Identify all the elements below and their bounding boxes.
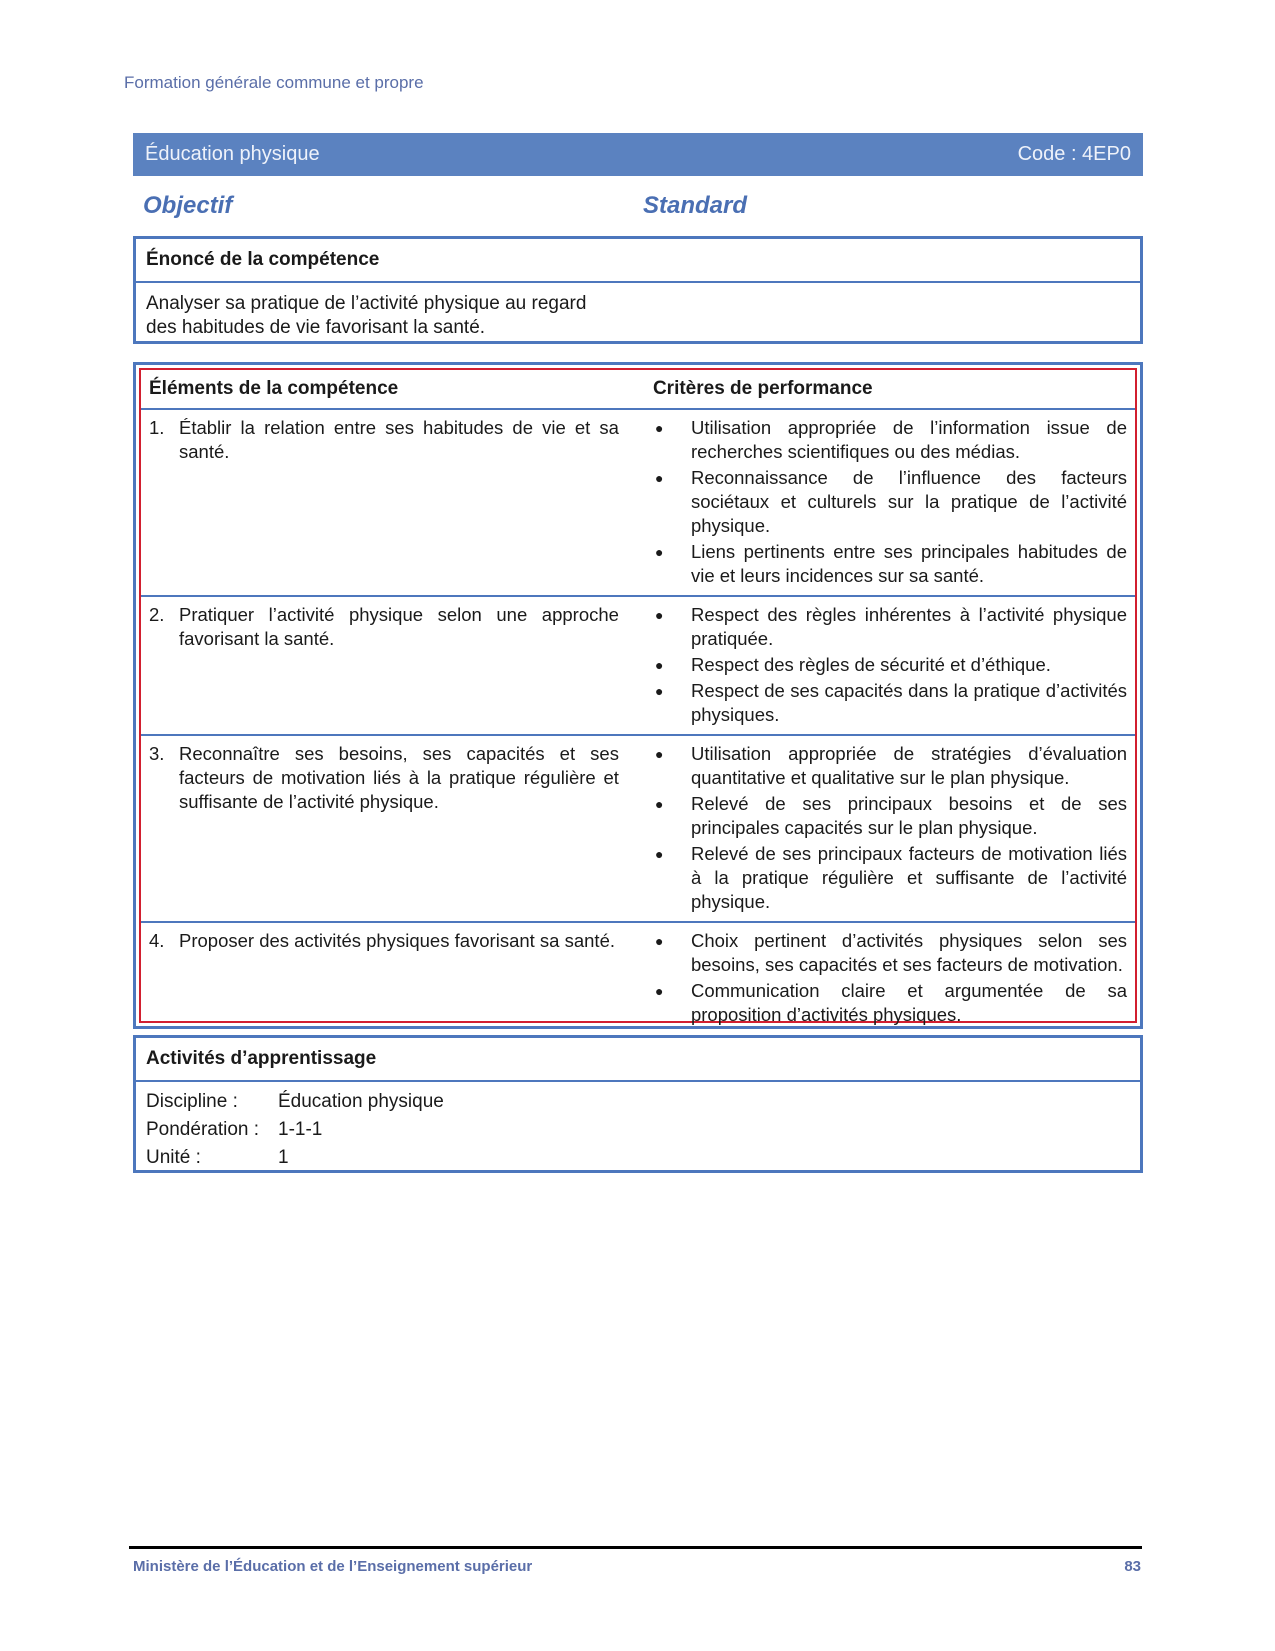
- criteria-item: [653, 679, 1127, 727]
- criteria-text: Reconnaissance de l’influence des facteurs sociétaux et culturels sur la pratique de l’activité physique.: [690, 467, 1127, 536]
- element-item: [149, 416, 637, 464]
- ponderation-label: Pondération :: [146, 1119, 260, 1140]
- competence-table-box: [133, 362, 1143, 1029]
- bullet-icon: ●: [654, 846, 664, 862]
- unite-label: Unité :: [146, 1147, 201, 1168]
- activites-title: Activités d’apprentissage: [136, 1038, 1140, 1082]
- course-title-bar: [133, 133, 1143, 176]
- bullet-icon: ●: [654, 544, 664, 560]
- bullet-icon: ●: [654, 607, 664, 623]
- criteria-text: Respect des règles de sécurité et d’éthique.: [690, 654, 1051, 675]
- element-number: 4.: [149, 930, 165, 951]
- criteria-list: [653, 416, 1127, 588]
- element-text: Reconnaître ses besoins, ses capacités et ses facteurs de motivation liés à la pratique régulière et suffisante de l’activité physique.: [179, 743, 619, 812]
- unite-value: 1: [278, 1147, 289, 1168]
- competence-row: [141, 409, 1135, 596]
- criteria-list: [653, 603, 1127, 727]
- criteria-item: [653, 979, 1127, 1027]
- enonce-box: [133, 236, 1143, 344]
- element-item: [149, 603, 637, 651]
- footer-ministry: Ministère de l’Éducation et de l’Enseignement supérieur: [133, 1558, 533, 1575]
- competence-table-frame: [139, 368, 1137, 1023]
- bullet-icon: ●: [654, 796, 664, 812]
- criteria-item: [653, 742, 1127, 790]
- bullet-icon: ●: [654, 983, 664, 999]
- criteria-item: [653, 929, 1127, 977]
- bullet-icon: ●: [654, 746, 664, 762]
- activites-body: [136, 1082, 1140, 1180]
- element-number: 3.: [149, 743, 165, 764]
- element-item: [149, 929, 637, 953]
- criteria-text: Respect de ses capacités dans la pratique d’activités physiques.: [690, 680, 1127, 725]
- standard-heading: Standard: [643, 192, 748, 219]
- enonce-title: Énoncé de la compétence: [136, 239, 1140, 283]
- page-number: 83: [1124, 1558, 1141, 1575]
- criteria-text: Choix pertinent d’activités physiques selon ses besoins, ses capacités et ses facteurs de motivation.: [690, 930, 1127, 975]
- criteria-list: [653, 742, 1127, 914]
- criteria-item: [653, 466, 1127, 538]
- criteria-list: [653, 929, 1127, 1027]
- criteria-item: [653, 842, 1127, 914]
- bullet-icon: ●: [654, 420, 664, 436]
- criteria-text: Respect des règles inhérentes à l’activité physique pratiquée.: [690, 604, 1127, 649]
- competence-table: [141, 370, 1135, 1034]
- unite-line: [146, 1144, 1130, 1172]
- enonce-line-1: Analyser sa pratique de l’activité physique au regard: [146, 293, 587, 314]
- criteria-item: [653, 792, 1127, 840]
- objectif-heading: Objectif: [143, 192, 233, 219]
- criteria-text: Communication claire et argumentée de sa proposition d’activités physiques.: [690, 980, 1127, 1025]
- element-cell: [141, 735, 645, 922]
- criteria-text: Utilisation appropriée de l’information issue de recherches scientifiques ou des médias.: [690, 417, 1127, 462]
- bullet-icon: ●: [654, 657, 664, 673]
- criteria-item: [653, 540, 1127, 588]
- footer-rule: [129, 1546, 1142, 1549]
- criteria-text: Utilisation appropriée de stratégies d’évaluation quantitative et qualitative sur le plan physique.: [690, 743, 1127, 788]
- competence-row: [141, 922, 1135, 1034]
- competence-row: [141, 596, 1135, 735]
- discipline-value: Éducation physique: [278, 1091, 444, 1112]
- ponderation-line: [146, 1116, 1130, 1144]
- bullet-icon: ●: [654, 683, 664, 699]
- criteria-text: Relevé de ses principaux facteurs de motivation liés à la pratique régulière et suffisante de l’activité physique.: [690, 843, 1127, 912]
- criteria-cell: [645, 596, 1135, 735]
- header-criteres: Critères de performance: [645, 370, 1135, 409]
- criteria-item: [653, 603, 1127, 651]
- element-cell: [141, 409, 645, 596]
- element-number: 2.: [149, 604, 165, 625]
- discipline-line: [146, 1088, 1130, 1116]
- criteria-item: [653, 653, 1127, 677]
- competence-row: [141, 735, 1135, 922]
- element-cell: [141, 596, 645, 735]
- course-title: Éducation physique: [145, 143, 320, 165]
- course-code: Code : 4EP0: [1017, 143, 1131, 165]
- page-footer: [133, 1558, 1141, 1575]
- element-number: 1.: [149, 417, 165, 438]
- criteria-text: Relevé de ses principaux besoins et de ses principales capacités sur le plan physique.: [690, 793, 1127, 838]
- ponderation-value: 1-1-1: [278, 1119, 323, 1140]
- criteria-cell: [645, 922, 1135, 1034]
- criteria-cell: [645, 409, 1135, 596]
- element-text: Proposer des activités physiques favorisant sa santé.: [179, 930, 616, 951]
- element-item: [149, 742, 637, 814]
- discipline-label: Discipline :: [146, 1091, 238, 1112]
- header-elements: Éléments de la compétence: [141, 370, 645, 409]
- criteria-cell: [645, 735, 1135, 922]
- element-text: Établir la relation entre ses habitudes de vie et sa santé.: [179, 417, 619, 462]
- element-text: Pratiquer l’activité physique selon une approche favorisant la santé.: [179, 604, 619, 649]
- element-cell: [141, 922, 645, 1034]
- activites-box: [133, 1035, 1143, 1173]
- bullet-icon: ●: [654, 470, 664, 486]
- enonce-text: [136, 283, 1140, 349]
- criteria-item: [653, 416, 1127, 464]
- enonce-line-2: des habitudes de vie favorisant la santé.: [146, 317, 486, 338]
- bullet-icon: ●: [654, 933, 664, 949]
- running-header: Formation générale commune et propre: [124, 73, 424, 92]
- criteria-text: Liens pertinents entre ses principales habitudes de vie et leurs incidences sur sa santé.: [690, 541, 1127, 586]
